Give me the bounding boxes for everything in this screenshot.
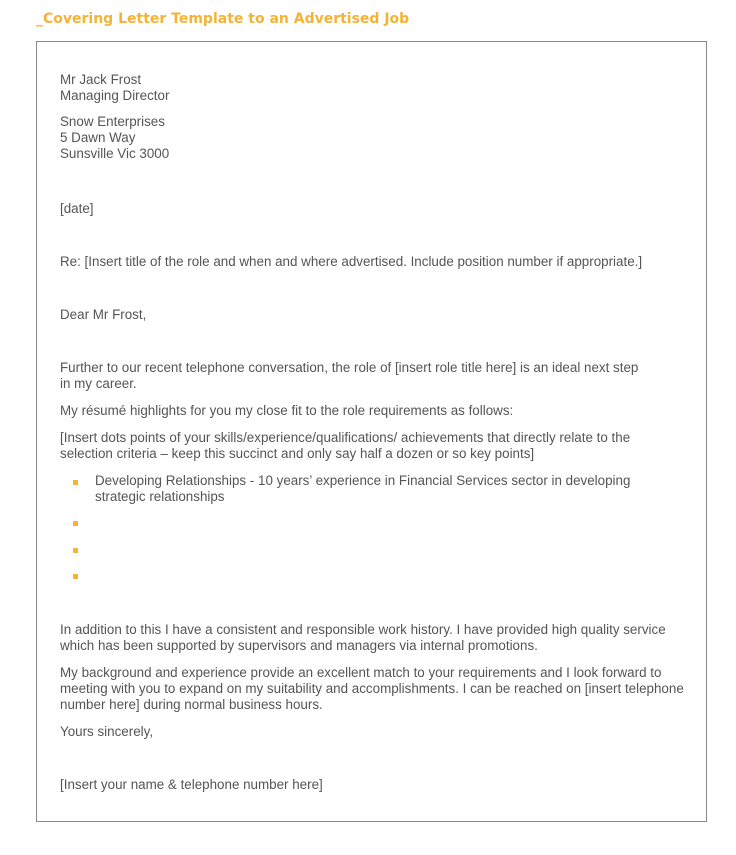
bullet-marker — [73, 521, 78, 526]
work-history-line: which has been supported by supervisors and managers via internal promotions. — [60, 638, 538, 653]
document-title: _Covering Letter Template to an Advertised Job — [36, 11, 410, 27]
recipient-street: 5 Dawn Way — [60, 130, 136, 145]
intro-line: in my career. — [60, 376, 137, 391]
bullet-text: strategic relationships — [95, 489, 225, 504]
highlights-intro: My résumé highlights for you my close fit to the role requirements as follows: — [60, 403, 514, 418]
salutation: Dear Mr Frost, — [60, 307, 147, 322]
recipient-name: Mr Jack Frost — [60, 72, 142, 87]
sign-off: Yours sincerely, — [60, 724, 154, 739]
signature-placeholder: [Insert your name & telephone number here] — [60, 777, 323, 792]
recipient-position: Managing Director — [60, 88, 170, 103]
bullet-marker — [73, 480, 78, 485]
closing-line: number here] during normal business hours. — [60, 697, 323, 712]
instruction-line: selection criteria – keep this succinct and only say half a dozen or so key points] — [60, 446, 535, 461]
closing-line: meeting with you to expand on my suitability and accomplishments. I can be reached on [insert telephone — [60, 681, 684, 696]
work-history-line: In addition to this I have a consistent and responsible work history. I have provided high quality service — [60, 622, 666, 637]
bullet-marker — [73, 548, 78, 553]
instruction-line: [Insert dots points of your skills/experience/qualifications/ achievements that directly relate to the — [60, 430, 631, 445]
letter-date: [date] — [60, 201, 94, 216]
re-line: Re: [Insert title of the role and when and where advertised. Include position number if appropriate.] — [60, 254, 643, 269]
bullet-marker — [73, 574, 78, 579]
closing-line: My background and experience provide an excellent match to your requirements and I look forward to — [60, 665, 662, 680]
recipient-company: Snow Enterprises — [60, 114, 165, 129]
intro-line: Further to our recent telephone conversation, the role of [insert role title here] is an ideal next step — [60, 360, 639, 375]
recipient-city: Sunsville Vic 3000 — [60, 146, 170, 161]
bullet-text: Developing Relationships - 10 years’ experience in Financial Services sector in developing — [95, 473, 631, 488]
